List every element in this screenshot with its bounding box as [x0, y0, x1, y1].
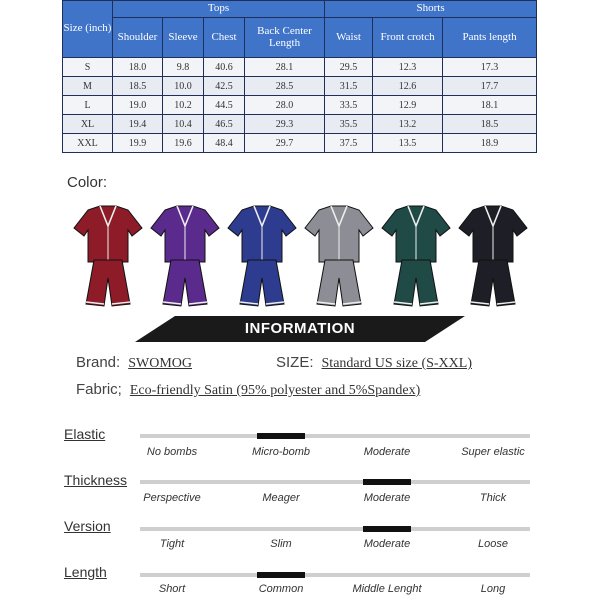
fabric-line: [76, 381, 420, 399]
information-banner: [135, 316, 465, 342]
tops-group-header: Tops: [113, 1, 325, 18]
cell: 12.3: [373, 58, 443, 77]
col-waist: Waist: [325, 18, 373, 58]
cell: 28.5: [245, 77, 325, 96]
cell: 28.1: [245, 58, 325, 77]
version-option: Tight: [159, 538, 185, 550]
cell: 10.2: [163, 96, 204, 115]
cell: 12.9: [373, 96, 443, 115]
elastic-option: Super elastic: [461, 446, 525, 458]
cell: 18.9: [443, 134, 537, 153]
version-marker: [363, 526, 411, 532]
size-label: SIZE:: [276, 354, 314, 371]
length-marker: [257, 572, 305, 578]
purple-pajama-icon[interactable]: [147, 204, 223, 314]
cell: 31.5: [325, 77, 373, 96]
fabric-value: Eco-friendly Satin (95% polyester and 5%Spandex): [129, 383, 421, 398]
col-pants-length: Pants length: [443, 18, 537, 58]
elastic-option: Moderate: [363, 446, 411, 458]
cell: XL: [63, 115, 113, 134]
cell: 10.0: [163, 77, 204, 96]
table-row: [63, 58, 537, 77]
cell: 35.5: [325, 115, 373, 134]
elastic-track: [140, 434, 530, 438]
cell: 33.5: [325, 96, 373, 115]
length-option: Common: [258, 583, 304, 595]
version-option: Slim: [270, 538, 292, 550]
black-pajama-icon[interactable]: [455, 204, 531, 314]
thickness-option: Meager: [262, 492, 300, 504]
cell: 28.0: [245, 96, 325, 115]
brand-label: Brand:: [76, 354, 121, 371]
cell: 37.5: [325, 134, 373, 153]
col-shoulder: Shoulder: [113, 18, 163, 58]
gray-pajama-icon[interactable]: [301, 204, 377, 314]
red-pajama-icon[interactable]: [70, 204, 146, 314]
cell: 17.3: [443, 58, 537, 77]
thickness-option: Perspective: [143, 492, 201, 504]
cell: 40.6: [204, 58, 245, 77]
length-option: Short: [158, 583, 186, 595]
green-pajama-icon[interactable]: [378, 204, 454, 314]
cell: 18.5: [443, 115, 537, 134]
cell: 48.4: [204, 134, 245, 153]
banner-title: INFORMATION: [244, 320, 356, 337]
cell: 18.5: [113, 77, 163, 96]
cell: 13.2: [373, 115, 443, 134]
elastic-option: No bombs: [146, 446, 198, 458]
cell: 9.8: [163, 58, 204, 77]
blue-pajama-icon[interactable]: [224, 204, 300, 314]
thickness-option: Thick: [479, 492, 507, 504]
version-label: Version: [64, 518, 111, 534]
table-row: [63, 134, 537, 153]
cell: 12.6: [373, 77, 443, 96]
cell: XXL: [63, 134, 113, 153]
version-track: [140, 527, 530, 531]
length-label: Length: [64, 564, 107, 580]
elastic-marker: [257, 433, 305, 439]
col-back-center-length: Back Center Length: [245, 18, 325, 58]
cell: 19.6: [163, 134, 204, 153]
cell: M: [63, 77, 113, 96]
length-option: Middle Lenght: [352, 583, 422, 595]
cell: 13.5: [373, 134, 443, 153]
version-option: Moderate: [363, 538, 411, 550]
color-swatches: [70, 204, 530, 314]
cell: 42.5: [204, 77, 245, 96]
thickness-marker: [363, 479, 411, 485]
cell: 19.0: [113, 96, 163, 115]
cell: 44.5: [204, 96, 245, 115]
cell: 29.7: [245, 134, 325, 153]
cell: 18.1: [443, 96, 537, 115]
fabric-label: Fabric;: [76, 381, 122, 398]
length-option: Long: [480, 583, 506, 595]
cell: 10.4: [163, 115, 204, 134]
cell: 29.5: [325, 58, 373, 77]
cell: L: [63, 96, 113, 115]
elastic-option: Micro-bomb: [251, 446, 311, 458]
col-sleeve: Sleeve: [163, 18, 204, 58]
table-row: [63, 96, 537, 115]
col-chest: Chest: [204, 18, 245, 58]
thickness-label: Thickness: [64, 472, 128, 488]
brand-value: SWOMOG: [128, 356, 192, 371]
brand-line: [76, 354, 192, 372]
cell: 17.7: [443, 77, 537, 96]
size-table: [62, 0, 537, 153]
size-header: Size (inch): [63, 1, 113, 58]
cell: S: [63, 58, 113, 77]
cell: 19.9: [113, 134, 163, 153]
version-option: Loose: [478, 538, 508, 550]
cell: 19.4: [113, 115, 163, 134]
length-track: [140, 573, 530, 577]
table-row: [63, 115, 537, 134]
cell: 29.3: [245, 115, 325, 134]
elastic-label: Elastic: [64, 426, 106, 442]
cell: 46.5: [204, 115, 245, 134]
size-value: Standard US size (S-XXL): [321, 356, 472, 371]
thickness-track: [140, 480, 530, 484]
color-heading: Color:: [67, 174, 108, 191]
cell: 18.0: [113, 58, 163, 77]
col-front-crotch: Front crotch: [373, 18, 443, 58]
table-row: [63, 77, 537, 96]
size-line: [276, 354, 472, 372]
shorts-group-header: Shorts: [325, 1, 537, 18]
thickness-option: Moderate: [363, 492, 411, 504]
